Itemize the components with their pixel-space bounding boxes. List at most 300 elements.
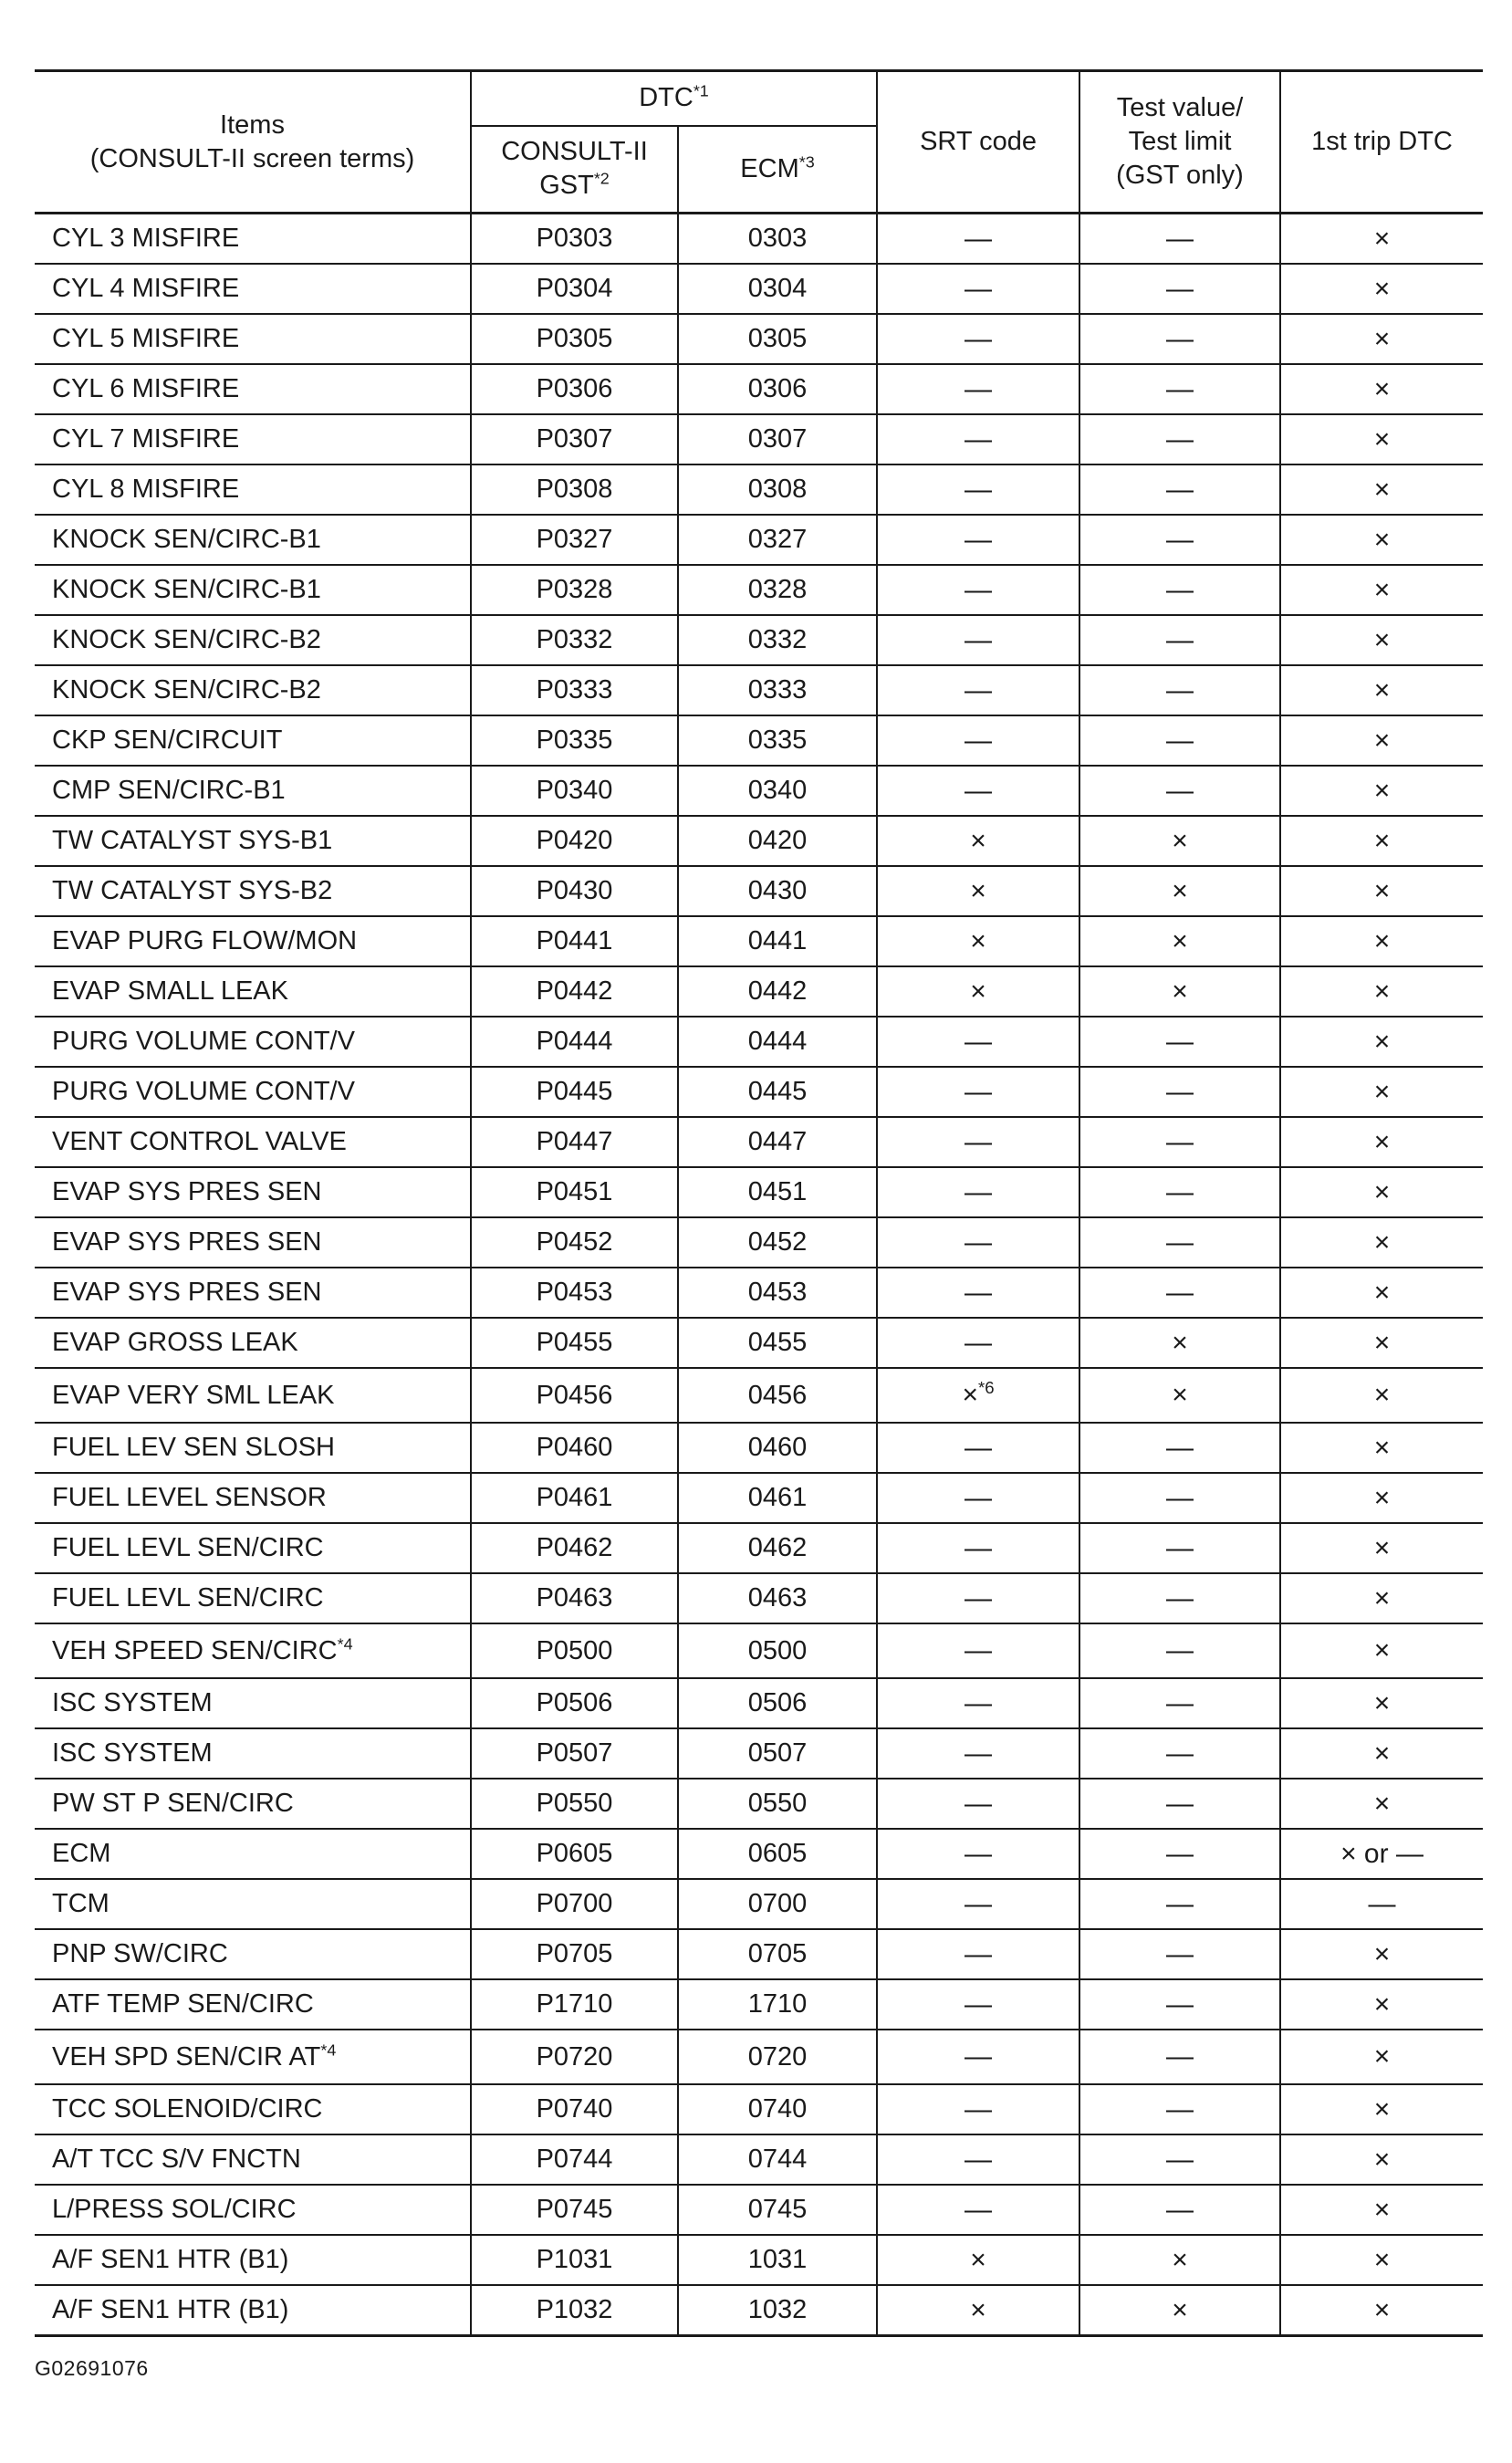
item-cell: FUEL LEVL SEN/CIRC: [35, 1523, 471, 1573]
srt-code-cell: —: [877, 364, 1079, 414]
consult-gst-cell: P0462: [471, 1523, 678, 1573]
first-trip-dtc-cell: ×: [1280, 916, 1483, 966]
item-cell: FUEL LEV SEN SLOSH: [35, 1423, 471, 1473]
ecm-cell: 0444: [678, 1017, 877, 1067]
table-row: [35, 1017, 1483, 1067]
table-row: [35, 1423, 1483, 1473]
first-trip-dtc-cell: ×: [1280, 2185, 1483, 2235]
srt-code-cell: —: [877, 766, 1079, 816]
ecm-cell: 0451: [678, 1167, 877, 1217]
table-row: [35, 1067, 1483, 1117]
consult-gst-cell: P0605: [471, 1829, 678, 1879]
test-value-cell: —: [1079, 1523, 1280, 1573]
consult-gst-cell: P0506: [471, 1678, 678, 1728]
ecm-cell: 0705: [678, 1929, 877, 1979]
item-cell: TW CATALYST SYS-B2: [35, 866, 471, 916]
test-value-cell: —: [1079, 264, 1280, 314]
test-value-cell: —: [1079, 766, 1280, 816]
test-value-cell: ×: [1079, 866, 1280, 916]
first-trip-dtc-cell: ×: [1280, 1167, 1483, 1217]
item-cell: TW CATALYST SYS-B1: [35, 816, 471, 866]
item-cell: PNP SW/CIRC: [35, 1929, 471, 1979]
first-trip-dtc-cell: ×: [1280, 2030, 1483, 2084]
item-cell: EVAP VERY SML LEAK: [35, 1368, 471, 1423]
test-value-cell: —: [1079, 615, 1280, 665]
first-trip-dtc-cell: ×: [1280, 1573, 1483, 1623]
table-body: [35, 214, 1483, 2336]
ecm-cell: 0453: [678, 1268, 877, 1318]
table-row: [35, 1117, 1483, 1167]
srt-code-header: SRT code: [877, 71, 1079, 214]
first-trip-dtc-cell: ×: [1280, 866, 1483, 916]
test-value-cell: ×: [1079, 1318, 1280, 1368]
srt-code-cell: ×: [877, 816, 1079, 866]
consult-gst-cell: P0744: [471, 2134, 678, 2185]
consult-gst-cell: P0327: [471, 515, 678, 565]
table-row: [35, 2084, 1483, 2134]
item-cell: KNOCK SEN/CIRC-B2: [35, 615, 471, 665]
srt-code-cell: —: [877, 1623, 1079, 1678]
ecm-cell: 0305: [678, 314, 877, 364]
table-row: [35, 1318, 1483, 1368]
ecm-cell: 0720: [678, 2030, 877, 2084]
consult-gst-cell: P0720: [471, 2030, 678, 2084]
test-value-cell: —: [1079, 1829, 1280, 1879]
test-value-cell: ×: [1079, 2235, 1280, 2285]
srt-code-cell: —: [877, 615, 1079, 665]
test-value-cell: —: [1079, 1879, 1280, 1929]
ecm-cell: 0327: [678, 515, 877, 565]
consult-gst-cell: P0463: [471, 1573, 678, 1623]
srt-code-cell: ×: [877, 866, 1079, 916]
consult-gst-cell: P0333: [471, 665, 678, 715]
consult-gst-cell: P0335: [471, 715, 678, 766]
consult-gst-cell: P0550: [471, 1779, 678, 1829]
srt-code-cell: —: [877, 2084, 1079, 2134]
table-row: [35, 866, 1483, 916]
first-trip-dtc-header: 1st trip DTC: [1280, 71, 1483, 214]
table-row: [35, 1473, 1483, 1523]
first-trip-dtc-cell: ×: [1280, 1368, 1483, 1423]
dtc-header: DTC$^{*1}$: [471, 71, 877, 126]
srt-code-cell: —: [877, 1728, 1079, 1779]
consult-gst-cell: P1032: [471, 2285, 678, 2336]
srt-code-cell: —: [877, 1523, 1079, 1573]
consult-gst-cell: P0456: [471, 1368, 678, 1423]
table-row: [35, 1523, 1483, 1573]
first-trip-dtc-cell: ×: [1280, 1728, 1483, 1779]
table-row: [35, 1623, 1483, 1678]
item-cell: CYL 5 MISFIRE: [35, 314, 471, 364]
srt-code-cell: —: [877, 515, 1079, 565]
ecm-cell: 0445: [678, 1067, 877, 1117]
item-cell: ISC SYSTEM: [35, 1728, 471, 1779]
srt-code-cell: —: [877, 1423, 1079, 1473]
ecm-cell: 0335: [678, 715, 877, 766]
test-value-cell: —: [1079, 1623, 1280, 1678]
srt-code-cell: —: [877, 464, 1079, 515]
item-cell: A/F SEN1 HTR (B1): [35, 2235, 471, 2285]
item-cell: EVAP PURG FLOW/MON: [35, 916, 471, 966]
consult-gst-cell: P0740: [471, 2084, 678, 2134]
first-trip-dtc-cell: ×: [1280, 715, 1483, 766]
first-trip-dtc-cell: ×: [1280, 1523, 1483, 1573]
item-cell: CYL 8 MISFIRE: [35, 464, 471, 515]
srt-code-cell: —: [877, 264, 1079, 314]
test-value-cell: —: [1079, 214, 1280, 265]
consult-gst-cell: P0705: [471, 1929, 678, 1979]
test-value-cell: —: [1079, 2185, 1280, 2235]
srt-code-cell: ×: [877, 2235, 1079, 2285]
consult-gst-cell: P0420: [471, 816, 678, 866]
first-trip-dtc-cell: ×: [1280, 615, 1483, 665]
consult-gst-cell: P0442: [471, 966, 678, 1017]
item-cell: ATF TEMP SEN/CIRC: [35, 1979, 471, 2030]
table-row: [35, 2185, 1483, 2235]
srt-code-cell: ×: [877, 916, 1079, 966]
dtc-table: [35, 69, 1483, 2337]
first-trip-dtc-cell: ×: [1280, 1423, 1483, 1473]
table-row: [35, 816, 1483, 866]
ecm-cell: 0307: [678, 414, 877, 464]
srt-code-cell: —: [877, 1217, 1079, 1268]
test-value-cell: ×: [1079, 966, 1280, 1017]
test-value-cell: —: [1079, 2084, 1280, 2134]
test-value-cell: ×: [1079, 2285, 1280, 2336]
ecm-cell: 0507: [678, 1728, 877, 1779]
ecm-cell: 0461: [678, 1473, 877, 1523]
item-cell: ISC SYSTEM: [35, 1678, 471, 1728]
table-row: [35, 665, 1483, 715]
srt-code-cell: —: [877, 1067, 1079, 1117]
srt-code-cell: —: [877, 314, 1079, 364]
first-trip-dtc-cell: ×: [1280, 1623, 1483, 1678]
item-cell: L/PRESS SOL/CIRC: [35, 2185, 471, 2235]
ecm-cell: 0745: [678, 2185, 877, 2235]
test-value-cell: —: [1079, 1017, 1280, 1067]
ecm-cell: 1032: [678, 2285, 877, 2336]
item-cell: EVAP SYS PRES SEN: [35, 1217, 471, 1268]
test-value-cell: —: [1079, 1929, 1280, 1979]
first-trip-dtc-cell: ×: [1280, 214, 1483, 265]
table-row: [35, 1829, 1483, 1879]
srt-code-cell: —: [877, 2030, 1079, 2084]
table-row: [35, 264, 1483, 314]
table-row: [35, 364, 1483, 414]
table-header: [35, 71, 1483, 214]
first-trip-dtc-cell: ×: [1280, 2285, 1483, 2336]
consult-gst-cell: P0745: [471, 2185, 678, 2235]
first-trip-dtc-cell: ×: [1280, 766, 1483, 816]
srt-code-cell: —: [877, 1473, 1079, 1523]
table-row: [35, 1368, 1483, 1423]
test-value-cell: —: [1079, 1979, 1280, 2030]
test-value-cell: —: [1079, 1728, 1280, 1779]
srt-code-cell: —: [877, 1829, 1079, 1879]
first-trip-dtc-cell: ×: [1280, 1268, 1483, 1318]
first-trip-dtc-cell: ×: [1280, 1979, 1483, 2030]
table-row: [35, 1217, 1483, 1268]
first-trip-dtc-cell: ×: [1280, 1779, 1483, 1829]
consult-gst-cell: P0507: [471, 1728, 678, 1779]
srt-code-cell: —: [877, 414, 1079, 464]
consult-gst-cell: P0447: [471, 1117, 678, 1167]
item-cell: PW ST P SEN/CIRC: [35, 1779, 471, 1829]
first-trip-dtc-cell: ×: [1280, 2235, 1483, 2285]
test-value-cell: —: [1079, 565, 1280, 615]
srt-code-cell: —: [877, 1117, 1079, 1167]
consult-gst-cell: P0452: [471, 1217, 678, 1268]
item-cell: VENT CONTROL VALVE: [35, 1117, 471, 1167]
item-cell: FUEL LEVEL SENSOR: [35, 1473, 471, 1523]
srt-code-cell: —: [877, 1318, 1079, 1368]
table-row: [35, 214, 1483, 265]
first-trip-dtc-cell: ×: [1280, 1318, 1483, 1368]
ecm-cell: 0308: [678, 464, 877, 515]
item-cell: PURG VOLUME CONT/V: [35, 1017, 471, 1067]
test-value-cell: —: [1079, 1117, 1280, 1167]
ecm-cell: 0500: [678, 1623, 877, 1678]
test-value-cell: —: [1079, 1067, 1280, 1117]
consult-gst-cell: P0444: [471, 1017, 678, 1067]
consult-gst-cell: P0304: [471, 264, 678, 314]
ecm-cell: 0744: [678, 2134, 877, 2185]
test-value-cell: —: [1079, 715, 1280, 766]
test-value-cell: —: [1079, 515, 1280, 565]
ecm-cell: 0442: [678, 966, 877, 1017]
table-row: [35, 1979, 1483, 2030]
table-row: [35, 1879, 1483, 1929]
item-cell: CYL 3 MISFIRE: [35, 214, 471, 265]
ecm-cell: 0550: [678, 1779, 877, 1829]
ecm-cell: 0463: [678, 1573, 877, 1623]
consult-gst-cell: P0700: [471, 1879, 678, 1929]
test-value-cell: —: [1079, 2134, 1280, 2185]
ecm-cell: 0328: [678, 565, 877, 615]
figure-id: G02691076: [35, 2356, 149, 2380]
consult-gst-cell: P0430: [471, 866, 678, 916]
ecm-cell: 0605: [678, 1829, 877, 1879]
consult-gst-cell: P0500: [471, 1623, 678, 1678]
table-row: [35, 1678, 1483, 1728]
consult-gst-cell: P0445: [471, 1067, 678, 1117]
table-row: [35, 414, 1483, 464]
test-value-cell: —: [1079, 1217, 1280, 1268]
test-value-cell: —: [1079, 414, 1280, 464]
first-trip-dtc-cell: ×: [1280, 2134, 1483, 2185]
table-row: [35, 464, 1483, 515]
srt-code-cell: —: [877, 1979, 1079, 2030]
test-value-cell: —: [1079, 464, 1280, 515]
consult-gst-cell: P0441: [471, 916, 678, 966]
consult-gst-cell: P0455: [471, 1318, 678, 1368]
ecm-cell: 0340: [678, 766, 877, 816]
item-cell: A/T TCC S/V FNCTN: [35, 2134, 471, 2185]
first-trip-dtc-cell: ×: [1280, 264, 1483, 314]
first-trip-dtc-cell: ×: [1280, 515, 1483, 565]
first-trip-dtc-cell: ×: [1280, 464, 1483, 515]
srt-code-cell: —: [877, 1879, 1079, 1929]
item-cell: EVAP SYS PRES SEN: [35, 1167, 471, 1217]
item-cell: VEH SPEED SEN/CIRC$^{*4}$: [35, 1623, 471, 1678]
consult-gst-cell: P0307: [471, 414, 678, 464]
srt-code-cell: —: [877, 565, 1079, 615]
consult-gst-cell: P0305: [471, 314, 678, 364]
table-row: [35, 565, 1483, 615]
ecm-header: ECM$^{*3}$: [678, 126, 877, 214]
srt-code-cell: —: [877, 1167, 1079, 1217]
item-cell: TCM: [35, 1879, 471, 1929]
consult-gst-cell: P1031: [471, 2235, 678, 2285]
first-trip-dtc-cell: ×: [1280, 665, 1483, 715]
srt-code-cell: —: [877, 214, 1079, 265]
table-row: [35, 2235, 1483, 2285]
table-row: [35, 2030, 1483, 2084]
first-trip-dtc-cell: ×: [1280, 1473, 1483, 1523]
ecm-cell: 0452: [678, 1217, 877, 1268]
srt-code-cell: ×: [877, 2285, 1079, 2336]
consult-gst-cell: P1710: [471, 1979, 678, 2030]
ecm-cell: 0700: [678, 1879, 877, 1929]
table-row: [35, 1779, 1483, 1829]
ecm-cell: 0506: [678, 1678, 877, 1728]
srt-code-cell: —: [877, 1268, 1079, 1318]
ecm-cell: 0306: [678, 364, 877, 414]
ecm-cell: 0460: [678, 1423, 877, 1473]
item-cell: PURG VOLUME CONT/V: [35, 1067, 471, 1117]
item-cell: KNOCK SEN/CIRC-B1: [35, 515, 471, 565]
test-value-cell: —: [1079, 1268, 1280, 1318]
ecm-cell: 0456: [678, 1368, 877, 1423]
first-trip-dtc-cell: ×: [1280, 2084, 1483, 2134]
test-value-cell: ×: [1079, 1368, 1280, 1423]
table-row: [35, 1728, 1483, 1779]
ecm-cell: 0420: [678, 816, 877, 866]
item-cell: KNOCK SEN/CIRC-B1: [35, 565, 471, 615]
first-trip-dtc-cell: ×: [1280, 1117, 1483, 1167]
test-value-cell: —: [1079, 1473, 1280, 1523]
test-value-header: Test value/ Test limit (GST only): [1079, 71, 1280, 214]
consult-gst-cell: P0451: [471, 1167, 678, 1217]
table-row: [35, 1167, 1483, 1217]
item-cell: EVAP GROSS LEAK: [35, 1318, 471, 1368]
item-cell: ECM: [35, 1829, 471, 1879]
table-row: [35, 314, 1483, 364]
consult-gst-cell: P0306: [471, 364, 678, 414]
item-cell: VEH SPD SEN/CIR AT$^{*4}$: [35, 2030, 471, 2084]
test-value-cell: ×: [1079, 916, 1280, 966]
srt-code-cell: —: [877, 2134, 1079, 2185]
first-trip-dtc-cell: ×: [1280, 314, 1483, 364]
ecm-cell: 0462: [678, 1523, 877, 1573]
srt-code-cell: —: [877, 1929, 1079, 1979]
table-row: [35, 615, 1483, 665]
srt-code-cell: —: [877, 1017, 1079, 1067]
ecm-cell: 0304: [678, 264, 877, 314]
table-row: [35, 715, 1483, 766]
ecm-cell: 0332: [678, 615, 877, 665]
consult-gst-cell: P0453: [471, 1268, 678, 1318]
test-value-cell: ×: [1079, 816, 1280, 866]
ecm-cell: 0333: [678, 665, 877, 715]
consult-gst-cell: P0460: [471, 1423, 678, 1473]
test-value-cell: —: [1079, 1678, 1280, 1728]
srt-code-cell: —: [877, 1779, 1079, 1829]
first-trip-dtc-cell: ×: [1280, 1217, 1483, 1268]
ecm-cell: 0447: [678, 1117, 877, 1167]
test-value-cell: —: [1079, 364, 1280, 414]
first-trip-dtc-cell: ×: [1280, 816, 1483, 866]
test-value-cell: —: [1079, 1779, 1280, 1829]
ecm-cell: 1031: [678, 2235, 877, 2285]
item-cell: CYL 4 MISFIRE: [35, 264, 471, 314]
srt-code-cell: —: [877, 2185, 1079, 2235]
ecm-cell: 0441: [678, 916, 877, 966]
test-value-cell: —: [1079, 1423, 1280, 1473]
first-trip-dtc-cell: ×: [1280, 364, 1483, 414]
consult-gst-cell: P0328: [471, 565, 678, 615]
ecm-cell: 0455: [678, 1318, 877, 1368]
srt-code-cell: —: [877, 715, 1079, 766]
table-row: [35, 2134, 1483, 2185]
srt-code-cell: ×: [877, 966, 1079, 1017]
srt-code-cell: —: [877, 1573, 1079, 1623]
test-value-cell: —: [1079, 1573, 1280, 1623]
item-cell: TCC SOLENOID/CIRC: [35, 2084, 471, 2134]
table-row: [35, 515, 1483, 565]
test-value-cell: —: [1079, 1167, 1280, 1217]
srt-code-cell: ×$^{*6}$: [877, 1368, 1079, 1423]
item-cell: A/F SEN1 HTR (B1): [35, 2285, 471, 2336]
table-row: [35, 766, 1483, 816]
first-trip-dtc-cell: ×: [1280, 1067, 1483, 1117]
item-cell: EVAP SYS PRES SEN: [35, 1268, 471, 1318]
table-row: [35, 2285, 1483, 2336]
first-trip-dtc-cell: ×: [1280, 966, 1483, 1017]
consult-gst-cell: P0303: [471, 214, 678, 265]
srt-code-cell: —: [877, 665, 1079, 715]
item-cell: FUEL LEVL SEN/CIRC: [35, 1573, 471, 1623]
ecm-cell: 0430: [678, 866, 877, 916]
table-row: [35, 1268, 1483, 1318]
consult-gst-cell: P0340: [471, 766, 678, 816]
consult-gst-cell: P0332: [471, 615, 678, 665]
consult-gst-header: CONSULT-II GST$^{*2}$: [471, 126, 678, 214]
consult-gst-cell: P0308: [471, 464, 678, 515]
first-trip-dtc-cell: ×: [1280, 565, 1483, 615]
item-cell: KNOCK SEN/CIRC-B2: [35, 665, 471, 715]
item-cell: EVAP SMALL LEAK: [35, 966, 471, 1017]
ecm-cell: 1710: [678, 1979, 877, 2030]
item-cell: CKP SEN/CIRCUIT: [35, 715, 471, 766]
table-row: [35, 1573, 1483, 1623]
table-row: [35, 966, 1483, 1017]
item-cell: CYL 6 MISFIRE: [35, 364, 471, 414]
test-value-cell: —: [1079, 2030, 1280, 2084]
ecm-cell: 0303: [678, 214, 877, 265]
table-row: [35, 916, 1483, 966]
first-trip-dtc-cell: ×: [1280, 414, 1483, 464]
first-trip-dtc-cell: —: [1280, 1879, 1483, 1929]
items-header: Items (CONSULT-II screen terms): [35, 71, 471, 214]
ecm-cell: 0740: [678, 2084, 877, 2134]
consult-gst-cell: P0461: [471, 1473, 678, 1523]
item-cell: CMP SEN/CIRC-B1: [35, 766, 471, 816]
test-value-cell: —: [1079, 314, 1280, 364]
first-trip-dtc-cell: ×: [1280, 1929, 1483, 1979]
first-trip-dtc-cell: × or —: [1280, 1829, 1483, 1879]
test-value-cell: —: [1079, 665, 1280, 715]
